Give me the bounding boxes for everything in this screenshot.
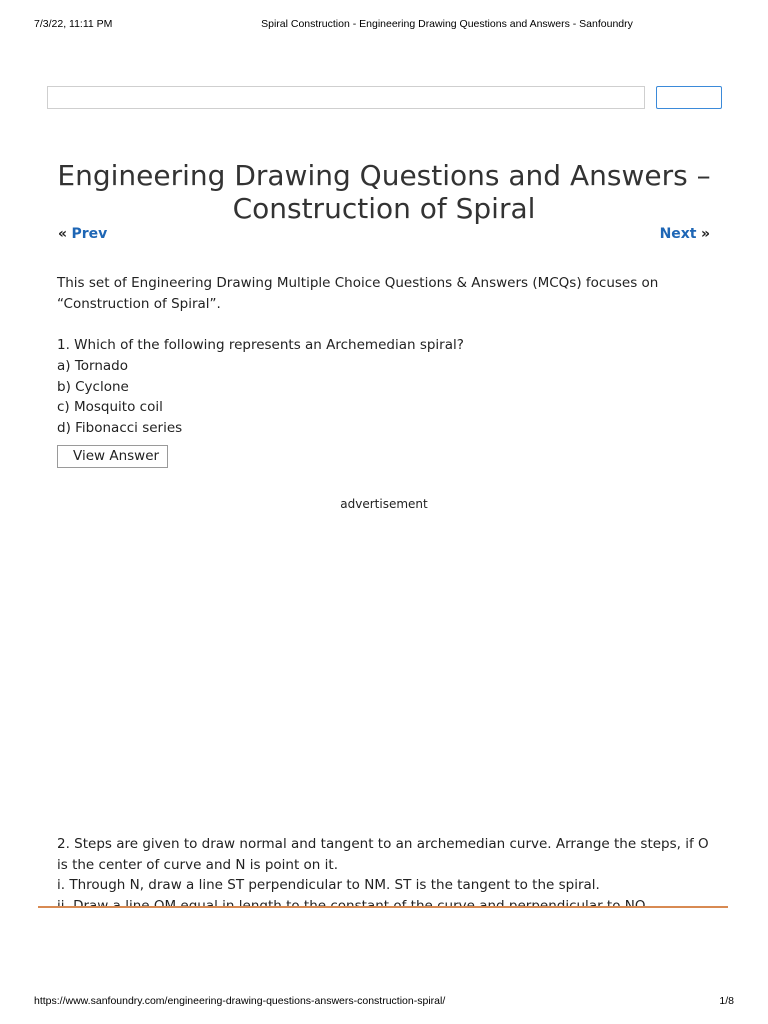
question-2 xyxy=(57,834,717,917)
print-header xyxy=(0,14,768,30)
intro-text: This set of Engineering Drawing Multiple Choice Questions & Answers (MCQs) focuses on “Construction of Spiral”. xyxy=(57,275,659,312)
question-2-step: i. Through N, draw a line ST perpendicular to NM. ST is the tangent to the spiral. xyxy=(57,877,600,894)
search-button[interactable] xyxy=(656,86,722,109)
question-2-text: 2. Steps are given to draw normal and tangent to an archemedian curve. Arrange the steps, if O is the center of curve and N is point on it. xyxy=(57,836,709,873)
next-link[interactable] xyxy=(660,226,710,242)
advertisement-label: advertisement xyxy=(340,497,428,511)
print-url: https://www.sanfoundry.com/engineering-drawing-questions-answers-construction-spiral/ xyxy=(34,995,446,1007)
next-arrow-icon: » xyxy=(700,226,710,242)
next-label: Next xyxy=(659,226,697,242)
print-footer xyxy=(0,993,768,1009)
search-input[interactable] xyxy=(47,86,645,109)
question-1-option: b) Cyclone xyxy=(57,378,129,395)
question-1-text: 1. Which of the following represents an Archemedian spiral? xyxy=(57,337,464,354)
print-datetime: 7/3/22, 11:11 PM xyxy=(34,18,113,30)
prev-link[interactable] xyxy=(58,226,107,242)
question-1-option: a) Tornado xyxy=(57,357,129,374)
question-1-option: c) Mosquito coil xyxy=(57,399,163,416)
article-content xyxy=(57,273,717,468)
question-1-option: d) Fibonacci series xyxy=(57,419,183,436)
page-bottom-margin xyxy=(0,908,768,988)
prev-arrow-icon: « xyxy=(58,226,68,242)
page-title: Engineering Drawing Questions and Answers – Construction of Spiral xyxy=(57,158,711,225)
print-page-number: 1/8 xyxy=(719,995,734,1007)
view-answer-button[interactable]: View Answer xyxy=(57,445,168,468)
print-doc-title: Spiral Construction - Engineering Drawing Questions and Answers - Sanfoundry xyxy=(261,18,633,30)
prev-label: Prev xyxy=(71,226,108,242)
